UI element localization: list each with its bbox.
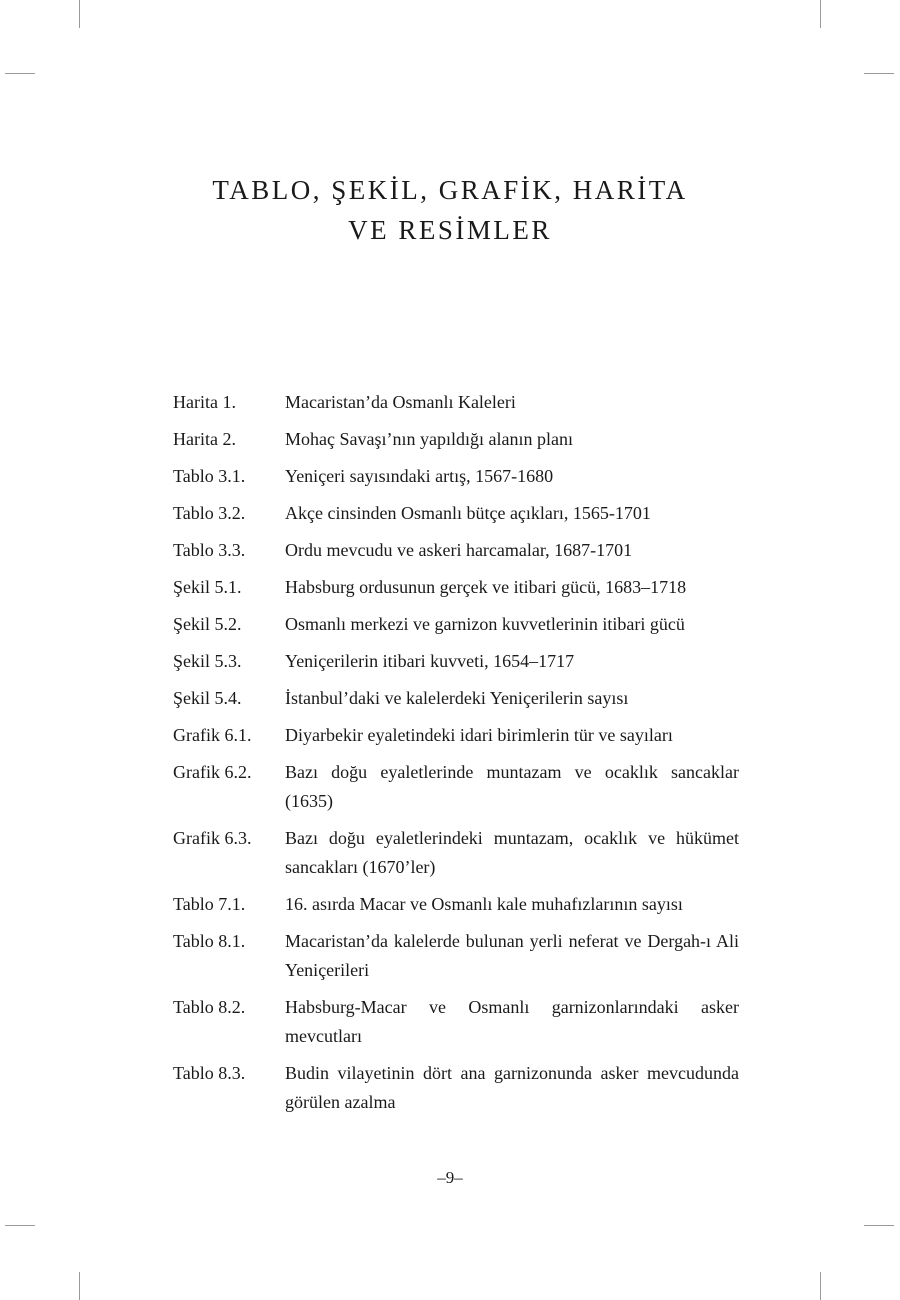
list-item — [173, 684, 739, 713]
entry-text: 16. asırda Macar ve Osmanlı kale muhafızlarının sayısı — [285, 894, 683, 914]
entry-label: Grafik 6.3. — [173, 828, 252, 848]
list-item — [173, 462, 739, 491]
entry-label: Tablo 8.2. — [173, 997, 246, 1017]
list-item — [173, 890, 739, 919]
list-item — [173, 610, 739, 639]
entry-label: Grafik 6.2. — [173, 762, 252, 782]
list-of-figures — [173, 388, 739, 1125]
entry-text: Ordu mevcudu ve askeri harcamalar, 1687-1701 — [285, 540, 633, 560]
entry-text: Yeniçeri sayısındaki artış, 1567-1680 — [285, 466, 554, 486]
page-title-line-2: VE RESİMLER — [348, 215, 552, 245]
entry-label: Tablo 7.1. — [173, 894, 246, 914]
entry-label: Grafik 6.1. — [173, 725, 252, 745]
entry-label: Şekil 5.4. — [173, 688, 242, 708]
crop-mark — [820, 0, 821, 28]
list-item — [173, 425, 739, 454]
page-title — [0, 170, 900, 250]
list-item — [173, 647, 739, 676]
list-item — [173, 824, 739, 882]
crop-mark — [864, 73, 894, 74]
crop-mark — [820, 1272, 821, 1300]
entry-label: Harita 2. — [173, 429, 236, 449]
page-number: –9– — [437, 1168, 463, 1187]
entry-label: Tablo 3.1. — [173, 466, 246, 486]
crop-mark — [79, 1272, 80, 1300]
entry-text: Yeniçerilerin itibari kuvveti, 1654–1717 — [285, 651, 575, 671]
list-item — [173, 499, 739, 528]
entry-label: Şekil 5.3. — [173, 651, 242, 671]
entry-text: Budin vilayetinin dört ana garnizonunda asker mevcudunda görülen azalma — [285, 1063, 739, 1112]
list-item — [173, 573, 739, 602]
entry-label: Tablo 3.3. — [173, 540, 246, 560]
entry-text: Bazı doğu eyaletlerindeki muntazam, ocaklık ve hükümet sancakları (1670’ler) — [285, 828, 739, 877]
entry-label: Tablo 8.3. — [173, 1063, 246, 1083]
list-item — [173, 388, 739, 417]
entry-label: Tablo 3.2. — [173, 503, 246, 523]
entry-text: Macaristan’da kalelerde bulunan yerli neferat ve Dergah-ı Ali Yeniçerileri — [285, 931, 739, 980]
entry-text: Mohaç Savaşı’nın yapıldığı alanın planı — [285, 429, 573, 449]
entry-label: Harita 1. — [173, 392, 236, 412]
crop-mark — [864, 1225, 894, 1226]
entry-text: Osmanlı merkezi ve garnizon kuvvetlerinin itibari gücü — [285, 614, 685, 634]
entry-text: Akçe cinsinden Osmanlı bütçe açıkları, 1565-1701 — [285, 503, 651, 523]
list-item — [173, 758, 739, 816]
page-title-line-1: TABLO, ŞEKİL, GRAFİK, HARİTA — [212, 175, 688, 205]
entry-label: Tablo 8.1. — [173, 931, 246, 951]
entry-label: Şekil 5.1. — [173, 577, 242, 597]
crop-mark — [5, 1225, 35, 1226]
list-item — [173, 927, 739, 985]
entry-text: Habsburg ordusunun gerçek ve itibari gücü, 1683–1718 — [285, 577, 687, 597]
list-item — [173, 536, 739, 565]
entry-text: İstanbul’daki ve kalelerdeki Yeniçerilerin sayısı — [285, 688, 629, 708]
entry-text: Macaristan’da Osmanlı Kaleleri — [285, 392, 516, 412]
crop-mark — [5, 73, 35, 74]
crop-mark — [79, 0, 80, 28]
list-item — [173, 721, 739, 750]
list-item — [173, 993, 739, 1051]
list-item — [173, 1059, 739, 1117]
entry-text: Habsburg-Macar ve Osmanlı garnizonlarındaki asker mevcutları — [285, 997, 739, 1046]
entry-text: Bazı doğu eyaletlerinde muntazam ve ocaklık sancaklar (1635) — [285, 762, 739, 811]
entry-label: Şekil 5.2. — [173, 614, 242, 634]
entry-text: Diyarbekir eyaletindeki idari birimlerin tür ve sayıları — [285, 725, 673, 745]
